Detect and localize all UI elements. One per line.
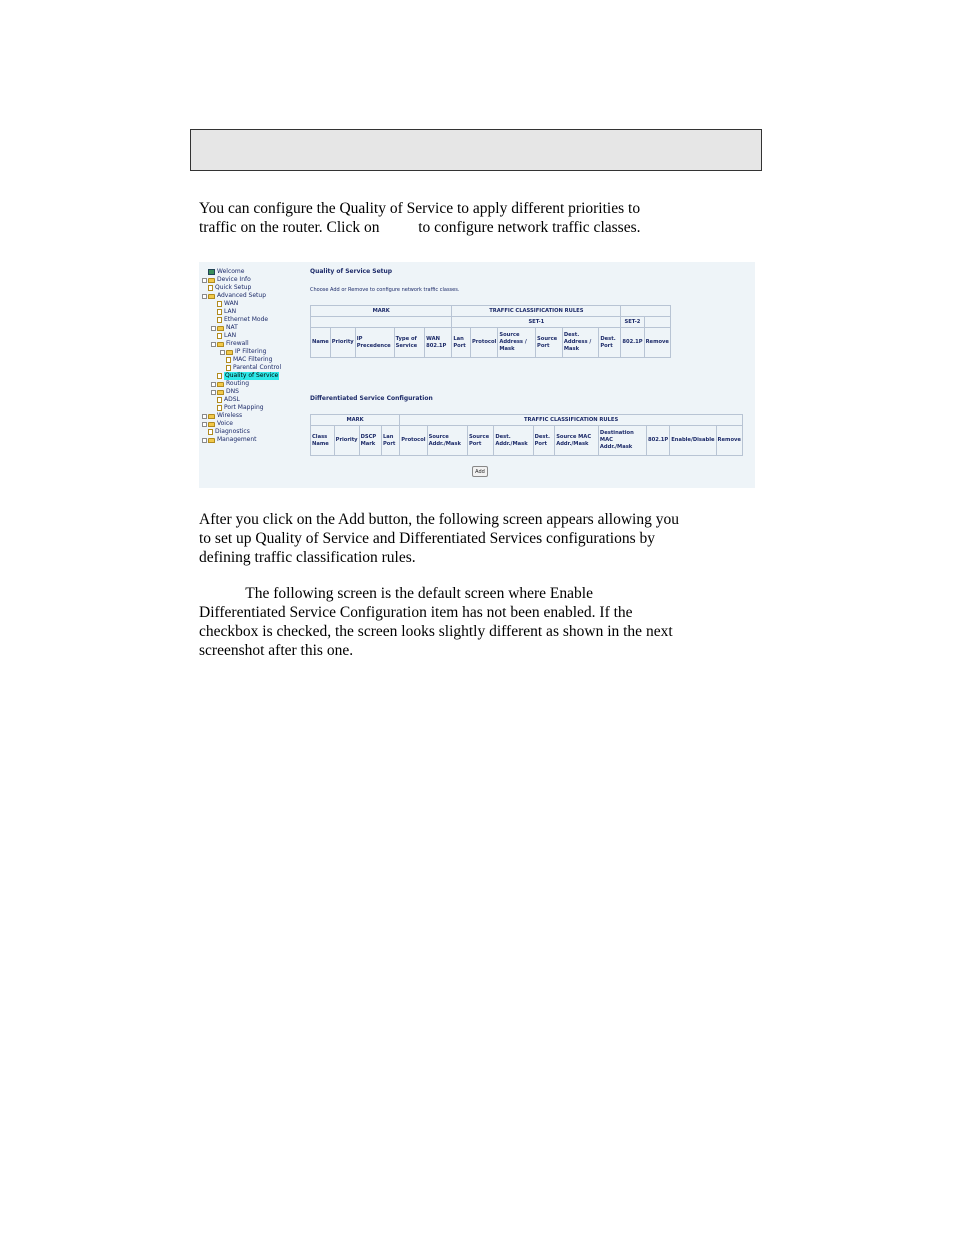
tree-item[interactable]: [211, 404, 264, 412]
column-header: Class Name: [311, 426, 335, 456]
column-header: Priority: [330, 328, 355, 358]
expand-icon[interactable]: [202, 438, 207, 443]
column-header: DSCP Mark: [359, 426, 381, 456]
column-header: Lan Port: [452, 328, 471, 358]
tree-item[interactable]: [220, 356, 272, 364]
column-header: Protocol: [470, 328, 497, 358]
folder-icon: [208, 414, 215, 419]
after-add-line: After you click on the Add button, the following screen appears allowing you: [199, 511, 679, 528]
column-header: Source Address / Mask: [498, 328, 536, 358]
collapse-icon[interactable]: [211, 342, 216, 347]
qos-setup-title: Quality of Service Setup: [310, 268, 393, 275]
tree-item-label: Port Mapping: [224, 404, 264, 411]
page-icon: [217, 333, 222, 339]
folder-icon: [208, 294, 215, 299]
qos-set1-header: SET-1: [452, 317, 621, 328]
intro-paragraph: [199, 199, 719, 237]
page-icon: [208, 285, 213, 291]
tree-item-label: NAT: [226, 324, 238, 331]
tree-item-label: ADSL: [224, 396, 240, 403]
tree-item[interactable]: [211, 388, 239, 396]
intro-line: traffic on the router. Click on to configure network traffic classes.: [199, 219, 641, 236]
tree-item[interactable]: [220, 348, 266, 356]
tree-item-label: Diagnostics: [215, 428, 250, 435]
tree-item[interactable]: [202, 284, 251, 292]
page-icon: [217, 309, 222, 315]
tree-item-label: IP Filtering: [235, 348, 267, 355]
page-icon: [226, 365, 231, 371]
folder-icon: [226, 350, 233, 355]
tree-item[interactable]: [202, 276, 251, 284]
after-add-line: to set up Quality of Service and Differentiated Services configurations by: [199, 530, 655, 547]
qos-table: [310, 305, 671, 358]
qos-blank-cell: [311, 317, 452, 328]
tree-item-label: WAN: [224, 300, 239, 307]
page-icon: [208, 429, 213, 435]
tree-item[interactable]: [202, 420, 233, 428]
column-header: Protocol: [400, 426, 427, 456]
tree-item[interactable]: [202, 428, 250, 436]
page-icon: [217, 397, 222, 403]
column-header: Dest. Address / Mask: [562, 328, 598, 358]
column-header: Priority: [334, 426, 359, 456]
tree-item[interactable]: [202, 268, 244, 276]
column-header: Type of Service: [394, 328, 425, 358]
column-header: Name: [311, 328, 331, 358]
column-header: Lan Port: [381, 426, 399, 456]
collapse-icon[interactable]: [202, 294, 207, 299]
tree-item-label: Welcome: [217, 268, 245, 275]
page-icon: [217, 373, 222, 379]
ds-config-title: Differentiated Service Configuration: [310, 395, 433, 402]
folder-icon: [217, 342, 224, 347]
column-header: Source Addr./Mask: [427, 426, 467, 456]
tree-item[interactable]: [211, 396, 240, 404]
ds-mark-header: MARK: [311, 415, 400, 426]
expand-icon[interactable]: [202, 278, 207, 283]
folder-icon: [217, 382, 224, 387]
expand-icon[interactable]: [211, 390, 216, 395]
column-header: Source Port: [536, 328, 563, 358]
tree-item-label: Advanced Setup: [217, 292, 267, 299]
folder-icon: [208, 278, 215, 283]
tree-item-label: Quality of Service: [225, 372, 279, 379]
column-header: Remove: [644, 328, 670, 358]
after-add-paragraph: [199, 510, 719, 567]
note-line: screenshot after this one.: [199, 642, 354, 659]
qos-rules-header: TRAFFIC CLASSIFICATION RULES: [452, 306, 621, 317]
column-header: 802.1P: [621, 328, 644, 358]
column-header: Enable/Disable: [670, 426, 716, 456]
column-header: Remove: [716, 426, 742, 456]
note-line: checkbox is checked, the screen looks slightly different as shown in the next: [199, 623, 673, 640]
tree-item-label: LAN: [224, 308, 237, 315]
tree-item-label: LAN: [224, 332, 237, 339]
column-header: Dest. Port: [599, 328, 621, 358]
tree-item[interactable]: [202, 412, 242, 420]
tree-item-label: Voice: [217, 420, 233, 427]
default-screen-note: [199, 584, 719, 660]
ds-table: [310, 414, 743, 456]
tree-item-label: DNS: [226, 388, 239, 395]
qos-setup-note: Choose Add or Remove to configure network traffic classes.: [310, 287, 460, 293]
qos-blank-cell: [644, 317, 670, 328]
tree-item[interactable]: [202, 436, 257, 444]
section-header-box: [190, 129, 762, 171]
qos-screenshot: [199, 262, 755, 488]
tree-item[interactable]: [211, 308, 236, 316]
tree-item[interactable]: [211, 380, 249, 388]
after-add-line: defining traffic classification rules.: [199, 549, 416, 566]
tree-item[interactable]: [202, 292, 266, 300]
column-header: Destination MAC Addr./Mask: [598, 426, 646, 456]
column-header: Dest. Addr./Mask: [494, 426, 533, 456]
globe-icon: [208, 269, 215, 275]
tree-item-label: Routing: [226, 380, 250, 387]
tree-item[interactable]: [211, 340, 249, 348]
tree-item[interactable]: [211, 300, 238, 308]
expand-icon[interactable]: [211, 382, 216, 387]
folder-icon: [208, 438, 215, 443]
column-header: IP Precedence: [355, 328, 394, 358]
tree-item[interactable]: [211, 332, 236, 340]
column-header: Dest. Port: [533, 426, 555, 456]
folder-icon: [217, 326, 224, 331]
qos-mark-header: MARK: [311, 306, 452, 317]
expand-icon[interactable]: [202, 422, 207, 427]
qos-blank-header: [621, 306, 671, 317]
column-header: Source Port: [467, 426, 493, 456]
tree-item[interactable]: [211, 316, 268, 324]
tree-item-label: Management: [217, 436, 257, 443]
tree-item-label: Device Info: [217, 276, 251, 283]
tree-item-label: Wireless: [217, 412, 243, 419]
tree-item-label: MAC Filtering: [233, 356, 273, 363]
tree-item[interactable]: [220, 364, 281, 372]
tree-item-label: Quick Setup: [215, 284, 252, 291]
tree-item-label: Parental Control: [233, 364, 282, 371]
add-button[interactable]: Add: [472, 466, 488, 477]
page-icon: [217, 317, 222, 323]
folder-icon: [217, 390, 224, 395]
page-icon: [226, 357, 231, 363]
page-icon: [217, 301, 222, 307]
ds-rules-header: TRAFFIC CLASSIFICATION RULES: [400, 415, 743, 426]
tree-item-label: Ethernet Mode: [224, 316, 269, 323]
column-header: WAN 802.1P: [425, 328, 452, 358]
intro-line: You can configure the Quality of Service to apply different priorities to: [199, 200, 641, 217]
tree-item-label: Firewall: [226, 340, 249, 347]
note-line: Differentiated Service Configuration item has not been enabled. If the: [199, 604, 633, 621]
note-line: The following screen is the default screen where Enable: [199, 585, 593, 602]
folder-icon: [208, 422, 215, 427]
qos-set2-header: SET-2: [621, 317, 644, 328]
expand-icon[interactable]: [202, 414, 207, 419]
expand-icon[interactable]: [211, 326, 216, 331]
page-icon: [217, 405, 222, 411]
tree-item[interactable]: [211, 372, 279, 380]
column-header: 802.1P: [646, 426, 669, 456]
expand-icon[interactable]: [220, 350, 225, 355]
column-header: Source MAC Addr./Mask: [555, 426, 599, 456]
tree-item[interactable]: [211, 324, 238, 332]
